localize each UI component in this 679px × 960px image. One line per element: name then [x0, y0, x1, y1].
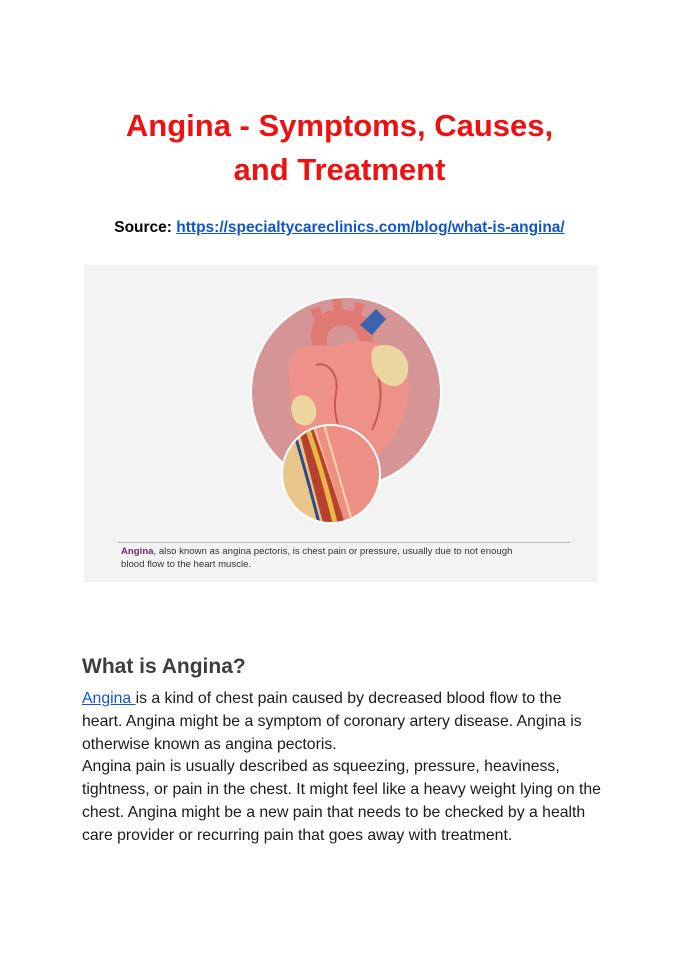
page-title-line-1: Angina - Symptoms, Causes,	[125, 108, 554, 143]
caption-line-1-text: , also known as angina pectoris, is chest pain or pressure, usually due to not enough	[153, 546, 513, 557]
page-title-line-2: and Treatment	[233, 152, 446, 187]
caption-term: Angina	[121, 546, 154, 557]
figure-caption-line-2: blood flow to the heart muscle.	[121, 558, 252, 570]
figure-caption-line-1	[121, 546, 581, 559]
paragraph-2: Angina pain is usually described as squeezing, pressure, heaviness, tightness, or pain in the chest. It might feel like a heavy weight lying on the chest. Angina might be a new pain that needs to be checked by a health care provider or recurring pain that goes away with treatment.	[82, 758, 601, 844]
paragraph-1-text: is a kind of chest pain caused by decreased blood flow to the heart. Angina might be a symptom of coronary artery disease. Angina is otherwise known as angina pectoris.	[82, 690, 582, 753]
section-heading: What is Angina?	[82, 655, 246, 678]
section-body	[82, 688, 602, 848]
page-title	[0, 104, 679, 192]
source-line	[0, 219, 679, 237]
heart-illustration-figure	[84, 265, 598, 582]
figure-caption	[121, 546, 581, 571]
angina-link[interactable]: Angina	[82, 690, 136, 707]
source-label: Source:	[114, 219, 172, 236]
caption-divider	[118, 542, 570, 543]
heart-illustration	[84, 265, 598, 582]
paragraph-1	[82, 688, 602, 756]
source-link[interactable]: https://specialtycareclinics.com/blog/what-is-angina/	[176, 219, 565, 236]
